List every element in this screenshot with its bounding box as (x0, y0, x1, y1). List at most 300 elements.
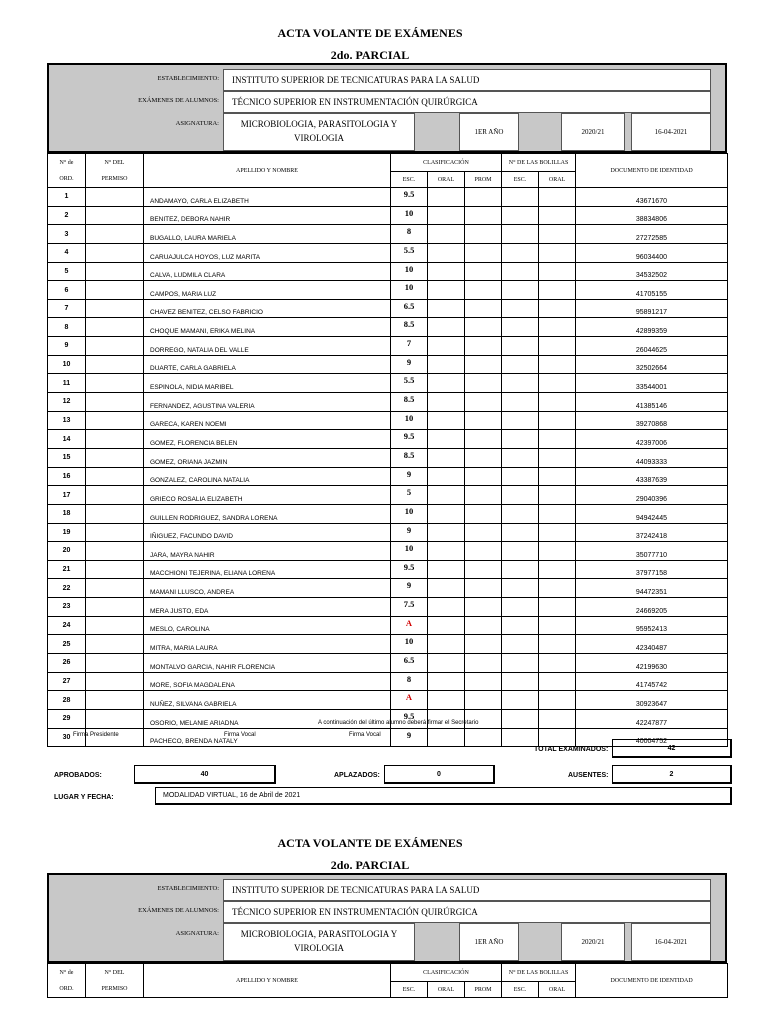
header-block-2 (47, 873, 727, 963)
row-bolilla-esc (502, 654, 539, 673)
row-bolilla-oral (539, 393, 576, 412)
row-grade-oral (428, 672, 465, 691)
row-grade-esc: A (391, 691, 428, 710)
firma-presidente: Firma Presidente (73, 732, 119, 738)
aplazados-label: APLAZADOS: (334, 772, 380, 779)
total-value: 42 (612, 739, 732, 758)
row-grade-esc: 8.5 (391, 393, 428, 412)
row-bolilla-oral (539, 598, 576, 617)
table-row (48, 225, 728, 244)
anio-value: 1ER AÑO (459, 113, 519, 151)
row-permiso (86, 411, 144, 430)
examenes-label: EXÁMENES DE ALUMNOS: (138, 97, 219, 104)
ciclo-value: 2020/21 (561, 113, 625, 151)
row-grade-oral (428, 225, 465, 244)
row-grade-esc: 10 (391, 262, 428, 281)
establecimiento-value: INSTITUTO SUPERIOR DE TECNICATURAS PARA LA SALUD (223, 69, 711, 91)
row-grade-prom (465, 318, 502, 337)
row-permiso (86, 430, 144, 449)
row-bolilla-esc (502, 486, 539, 505)
row-number: 9 (48, 337, 86, 356)
row-permiso (86, 467, 144, 486)
row-grade-prom (465, 355, 502, 374)
ausentes-value: 2 (612, 765, 732, 784)
col-esc2: ESC. (502, 172, 539, 188)
row-number: 18 (48, 504, 86, 523)
row-dni: 42247877 (576, 709, 728, 728)
row-grade-esc: 10 (391, 542, 428, 561)
row-bolilla-oral (539, 504, 576, 523)
doc-title: ACTA VOLANTE DE EXÁMENES (277, 26, 463, 40)
row-number: 1 (48, 188, 86, 207)
examenes-label-2: EXÁMENES DE ALUMNOS: (138, 907, 219, 914)
row-name: MONTALVO GARCIA, NAHIR FLORENCIA (144, 654, 391, 673)
col-esc-p2: ESC. (391, 982, 428, 998)
row-bolilla-oral (539, 635, 576, 654)
row-bolilla-esc (502, 672, 539, 691)
row-grade-oral (428, 243, 465, 262)
doc-subtitle: 2do. PARCIAL (330, 48, 410, 62)
table-row (48, 355, 728, 374)
lugar-value: MODALIDAD VIRTUAL, 16 de Abril de 2021 (155, 787, 732, 805)
col-oral2-p2: ORAL (539, 982, 576, 998)
row-grade-oral (428, 318, 465, 337)
row-bolilla-esc (502, 616, 539, 635)
row-name: GRIECO ROSALIA ELIZABETH (144, 486, 391, 505)
row-name: DORREGO, NATALIA DEL VALLE (144, 337, 391, 356)
row-permiso (86, 225, 144, 244)
col-prom: PROM (465, 172, 502, 188)
row-grade-esc: 8.5 (391, 448, 428, 467)
row-dni: 29040396 (576, 486, 728, 505)
row-dni: 41385146 (576, 393, 728, 412)
row-permiso (86, 598, 144, 617)
row-grade-prom (465, 728, 502, 747)
firma-vocal-1: Firma Vocal (224, 732, 256, 738)
row-dni: 42397006 (576, 430, 728, 449)
row-permiso (86, 616, 144, 635)
row-grade-prom (465, 243, 502, 262)
row-number: 22 (48, 579, 86, 598)
row-dni: 35077710 (576, 542, 728, 561)
row-grade-oral (428, 654, 465, 673)
doc-subtitle-2: 2do. PARCIAL (330, 858, 410, 872)
row-dni: 42899359 (576, 318, 728, 337)
row-grade-oral (428, 393, 465, 412)
row-name: CAMPOS, MARIA LUZ (144, 281, 391, 300)
row-bolilla-esc (502, 243, 539, 262)
row-grade-oral (428, 523, 465, 542)
row-grade-oral (428, 635, 465, 654)
row-grade-prom (465, 635, 502, 654)
row-name: GUILLEN RODRIGUEZ, SANDRA LORENA (144, 504, 391, 523)
row-name: BENITEZ, DEBORA NAHIR (144, 206, 391, 225)
row-bolilla-esc (502, 504, 539, 523)
row-name: CHOQUE MAMANI, ERIKA MELINA (144, 318, 391, 337)
row-grade-oral (428, 504, 465, 523)
total-label: TOTAL EXAMINADOS: (534, 746, 609, 753)
table-row (48, 654, 728, 673)
row-grade-oral (428, 206, 465, 225)
row-number: 24 (48, 616, 86, 635)
row-number: 2 (48, 206, 86, 225)
row-grade-oral (428, 262, 465, 281)
col-oral-p2: ORAL (428, 982, 465, 998)
row-bolilla-esc (502, 635, 539, 654)
fecha-value-2: 16-04-2021 (631, 923, 711, 961)
row-grade-oral (428, 542, 465, 561)
establecimiento-value-2: INSTITUTO SUPERIOR DE TECNICATURAS PARA LA SALUD (223, 879, 711, 901)
row-bolilla-esc (502, 709, 539, 728)
row-grade-esc: 10 (391, 281, 428, 300)
row-bolilla-oral (539, 262, 576, 281)
table-row (48, 281, 728, 300)
row-grade-esc: 9 (391, 728, 428, 747)
fecha-value: 16-04-2021 (631, 113, 711, 151)
table-row (48, 374, 728, 393)
row-grade-prom (465, 560, 502, 579)
row-bolilla-oral (539, 448, 576, 467)
row-number: 25 (48, 635, 86, 654)
col-nro-2: ORD. (59, 175, 74, 182)
row-grade-esc: 7.5 (391, 598, 428, 617)
row-dni: 43671670 (576, 188, 728, 207)
ausentes-label: AUSENTES: (568, 772, 609, 779)
row-grade-esc: 9.5 (391, 560, 428, 579)
row-bolilla-oral (539, 355, 576, 374)
col-bolillas: N° DE LAS BOLILLAS (502, 154, 576, 172)
row-number: 23 (48, 598, 86, 617)
row-dni: 43387639 (576, 467, 728, 486)
row-grade-prom (465, 672, 502, 691)
row-dni: 94942445 (576, 504, 728, 523)
row-name: FERNANDEZ, AGUSTINA VALERIA (144, 393, 391, 412)
col-esc2-p2: ESC. (502, 982, 539, 998)
row-bolilla-oral (539, 486, 576, 505)
row-bolilla-oral (539, 281, 576, 300)
row-grade-esc: 9.5 (391, 709, 428, 728)
row-bolilla-esc (502, 467, 539, 486)
examenes-value: TÉCNICO SUPERIOR EN INSTRUMENTACIÓN QUIRÚRGICA (223, 91, 711, 113)
row-number: 13 (48, 411, 86, 430)
anio-value-2: 1ER AÑO (459, 923, 519, 961)
asignatura-value (223, 113, 415, 151)
table-row (48, 299, 728, 318)
row-name: MORE, SOFIA MAGDALENA (144, 672, 391, 691)
row-dni: 30923647 (576, 691, 728, 710)
row-bolilla-esc (502, 262, 539, 281)
row-grade-esc: 8 (391, 225, 428, 244)
row-number: 7 (48, 299, 86, 318)
row-name: BUGALLO, LAURA MARIELA (144, 225, 391, 244)
row-grade-prom (465, 337, 502, 356)
row-grade-esc: 9 (391, 579, 428, 598)
row-bolilla-oral (539, 430, 576, 449)
row-dni: 95952413 (576, 616, 728, 635)
row-bolilla-oral (539, 579, 576, 598)
establecimiento-label-2: ESTABLECIMIENTO: (157, 885, 219, 892)
row-grade-oral (428, 411, 465, 430)
row-permiso (86, 262, 144, 281)
row-grade-esc: 9.5 (391, 430, 428, 449)
asignatura-value-2 (223, 923, 415, 961)
row-bolilla-esc (502, 337, 539, 356)
row-grade-esc: 6.5 (391, 299, 428, 318)
col-clasificacion-2: CLASIFICACIÓN (391, 964, 502, 982)
row-bolilla-oral (539, 709, 576, 728)
row-bolilla-esc (502, 318, 539, 337)
row-grade-esc: 8.5 (391, 318, 428, 337)
row-number: 10 (48, 355, 86, 374)
col-oral: ORAL (428, 172, 465, 188)
row-bolilla-oral (539, 188, 576, 207)
row-bolilla-esc (502, 281, 539, 300)
row-grade-prom (465, 486, 502, 505)
row-bolilla-oral (539, 616, 576, 635)
table-row (48, 691, 728, 710)
row-dni: 37242418 (576, 523, 728, 542)
row-number: 26 (48, 654, 86, 673)
row-dni: 26044625 (576, 337, 728, 356)
row-grade-oral (428, 448, 465, 467)
row-permiso (86, 448, 144, 467)
row-grade-prom (465, 281, 502, 300)
row-grade-oral (428, 598, 465, 617)
row-dni: 34532502 (576, 262, 728, 281)
asignatura-label-2: ASIGNATURA: (175, 930, 219, 937)
table-row (48, 243, 728, 262)
row-grade-prom (465, 654, 502, 673)
row-dni: 39270868 (576, 411, 728, 430)
table-row (48, 542, 728, 561)
col-documento: DOCUMENTO DE IDENTIDAD (576, 154, 728, 188)
row-grade-prom (465, 616, 502, 635)
row-grade-prom (465, 542, 502, 561)
table-row (48, 448, 728, 467)
row-name: MACCHIONI TEJERINA, ELIANA LORENA (144, 560, 391, 579)
row-bolilla-esc (502, 393, 539, 412)
row-bolilla-oral (539, 299, 576, 318)
row-dni: 37977158 (576, 560, 728, 579)
row-grade-oral (428, 430, 465, 449)
row-grade-prom (465, 225, 502, 244)
lugar-label: LUGAR Y FECHA: (54, 794, 114, 801)
col-bolillas-2: N° DE LAS BOLILLAS (502, 964, 576, 982)
row-bolilla-esc (502, 225, 539, 244)
row-number: 15 (48, 448, 86, 467)
table-row (48, 206, 728, 225)
row-number: 4 (48, 243, 86, 262)
row-bolilla-oral (539, 467, 576, 486)
row-bolilla-esc (502, 299, 539, 318)
col-clasificacion: CLASIFICACIÓN (391, 154, 502, 172)
row-grade-esc: 5 (391, 486, 428, 505)
asignatura-line2-2: VIROLOGIA (294, 943, 344, 953)
row-dni: 40004752 (576, 728, 728, 747)
row-permiso (86, 393, 144, 412)
row-grade-oral (428, 188, 465, 207)
row-grade-prom (465, 523, 502, 542)
row-grade-esc: 8 (391, 672, 428, 691)
row-grade-oral (428, 691, 465, 710)
table-row (48, 616, 728, 635)
row-permiso (86, 635, 144, 654)
doc-title-2: ACTA VOLANTE DE EXÁMENES (277, 836, 463, 850)
row-grade-oral (428, 728, 465, 747)
row-number: 17 (48, 486, 86, 505)
row-number: 29 (48, 709, 86, 728)
asignatura-line1: MICROBIOLOGIA, PARASITOLOGIA Y (240, 119, 398, 129)
row-permiso (86, 691, 144, 710)
col-nro-2-p2: ORD. (59, 985, 74, 992)
header-block (47, 63, 727, 153)
row-grade-oral (428, 299, 465, 318)
table-row (48, 430, 728, 449)
firma-vocal-2: Firma Vocal (349, 732, 381, 738)
row-bolilla-oral (539, 411, 576, 430)
table-row (48, 523, 728, 542)
row-dni: 95891217 (576, 299, 728, 318)
row-name: GOMEZ, FLORENCIA BELEN (144, 430, 391, 449)
row-permiso (86, 355, 144, 374)
row-bolilla-oral (539, 672, 576, 691)
row-name: MAMANI LLUSCO, ANDREA (144, 579, 391, 598)
table-row (48, 393, 728, 412)
asignatura-line1-2: MICROBIOLOGIA, PARASITOLOGIA Y (240, 929, 398, 939)
row-grade-prom (465, 411, 502, 430)
asignatura-line2: VIROLOGIA (294, 133, 344, 143)
establecimiento-label: ESTABLECIMIENTO: (157, 75, 219, 82)
row-permiso (86, 542, 144, 561)
col-nombre: APELLIDO Y NOMBRE (144, 154, 391, 188)
row-bolilla-esc (502, 560, 539, 579)
row-grade-prom (465, 504, 502, 523)
row-name: ESPINOLA, NIDIA MARIBEL (144, 374, 391, 393)
row-permiso (86, 523, 144, 542)
row-permiso (86, 560, 144, 579)
row-grade-esc: 7 (391, 337, 428, 356)
row-bolilla-esc (502, 691, 539, 710)
row-dni: 94472351 (576, 579, 728, 598)
row-grade-esc: 9 (391, 355, 428, 374)
row-permiso (86, 672, 144, 691)
row-dni: 32502664 (576, 355, 728, 374)
row-grade-oral (428, 281, 465, 300)
row-name: CARUAJULCA HOYOS, LUZ MARITA (144, 243, 391, 262)
row-bolilla-oral (539, 523, 576, 542)
table-row (48, 672, 728, 691)
row-grade-esc: 10 (391, 635, 428, 654)
row-grade-prom (465, 467, 502, 486)
row-number: 27 (48, 672, 86, 691)
col-permiso-2-p2: PERMISO (101, 985, 128, 992)
row-name: PACHECO, BRENDA NATALY (144, 728, 391, 747)
row-bolilla-oral (539, 374, 576, 393)
row-grade-esc: 10 (391, 504, 428, 523)
row-grade-prom (465, 188, 502, 207)
table-row (48, 467, 728, 486)
table-row (48, 579, 728, 598)
row-bolilla-esc (502, 598, 539, 617)
row-permiso (86, 654, 144, 673)
row-name: GOMEZ, ORIANA JAZMIN (144, 448, 391, 467)
col-permiso-2: PERMISO (101, 175, 128, 182)
row-grade-oral (428, 616, 465, 635)
row-number: 19 (48, 523, 86, 542)
row-grade-esc: 9 (391, 523, 428, 542)
row-grade-prom (465, 299, 502, 318)
row-dni: 38834806 (576, 206, 728, 225)
row-bolilla-oral (539, 560, 576, 579)
row-grade-prom (465, 262, 502, 281)
row-bolilla-oral (539, 318, 576, 337)
row-grade-esc: 9 (391, 467, 428, 486)
row-name: MESLO, CAROLINA (144, 616, 391, 635)
row-grade-prom (465, 430, 502, 449)
row-number: 21 (48, 560, 86, 579)
row-permiso (86, 299, 144, 318)
row-dni: 27272585 (576, 225, 728, 244)
row-bolilla-esc (502, 430, 539, 449)
row-name: DUARTE, CARLA GABRIELA (144, 355, 391, 374)
row-number: 5 (48, 262, 86, 281)
row-name: CHAVEZ BENITEZ, CELSO FABRICIO (144, 299, 391, 318)
row-grade-oral (428, 337, 465, 356)
col-documento-2: DOCUMENTO DE IDENTIDAD (576, 964, 728, 998)
col-permiso-1-p2: N° DEL (104, 969, 125, 976)
column-header-2 (47, 963, 728, 998)
row-dni: 24669205 (576, 598, 728, 617)
table-row (48, 635, 728, 654)
row-grade-prom (465, 374, 502, 393)
column-header (47, 153, 728, 188)
row-permiso (86, 504, 144, 523)
row-bolilla-esc (502, 542, 539, 561)
row-name: GONZALEZ, CAROLINA NATALIA (144, 467, 391, 486)
table-row (48, 337, 728, 356)
row-bolilla-oral (539, 206, 576, 225)
col-esc: ESC. (391, 172, 428, 188)
row-permiso (86, 281, 144, 300)
table-row (48, 262, 728, 281)
row-name: IÑIGUEZ, FACUNDO DAVID (144, 523, 391, 542)
row-dni: 96034400 (576, 243, 728, 262)
row-name: JARA, MAYRA NAHIR (144, 542, 391, 561)
examenes-value-2: TÉCNICO SUPERIOR EN INSTRUMENTACIÓN QUIRÚRGICA (223, 901, 711, 923)
row-dni: 42340487 (576, 635, 728, 654)
row-grade-esc: 9.5 (391, 188, 428, 207)
aplazados-value: 0 (384, 765, 495, 784)
row-number: 8 (48, 318, 86, 337)
col-oral2: ORAL (539, 172, 576, 188)
row-name: ANDAMAYO, CARLA ELIZABETH (144, 188, 391, 207)
table-row (48, 411, 728, 430)
col-nombre-2: APELLIDO Y NOMBRE (144, 964, 391, 998)
row-grade-esc: A (391, 616, 428, 635)
row-grade-esc: 6.5 (391, 654, 428, 673)
col-permiso-1: N° DEL (104, 159, 125, 166)
row-name: MITRA, MARIA LAURA (144, 635, 391, 654)
row-bolilla-esc (502, 355, 539, 374)
row-permiso (86, 486, 144, 505)
row-bolilla-esc (502, 411, 539, 430)
asignatura-label: ASIGNATURA: (175, 120, 219, 127)
row-dni: 41745742 (576, 672, 728, 691)
table-row (48, 188, 728, 207)
row-permiso (86, 243, 144, 262)
row-number: 20 (48, 542, 86, 561)
row-number: 12 (48, 393, 86, 412)
